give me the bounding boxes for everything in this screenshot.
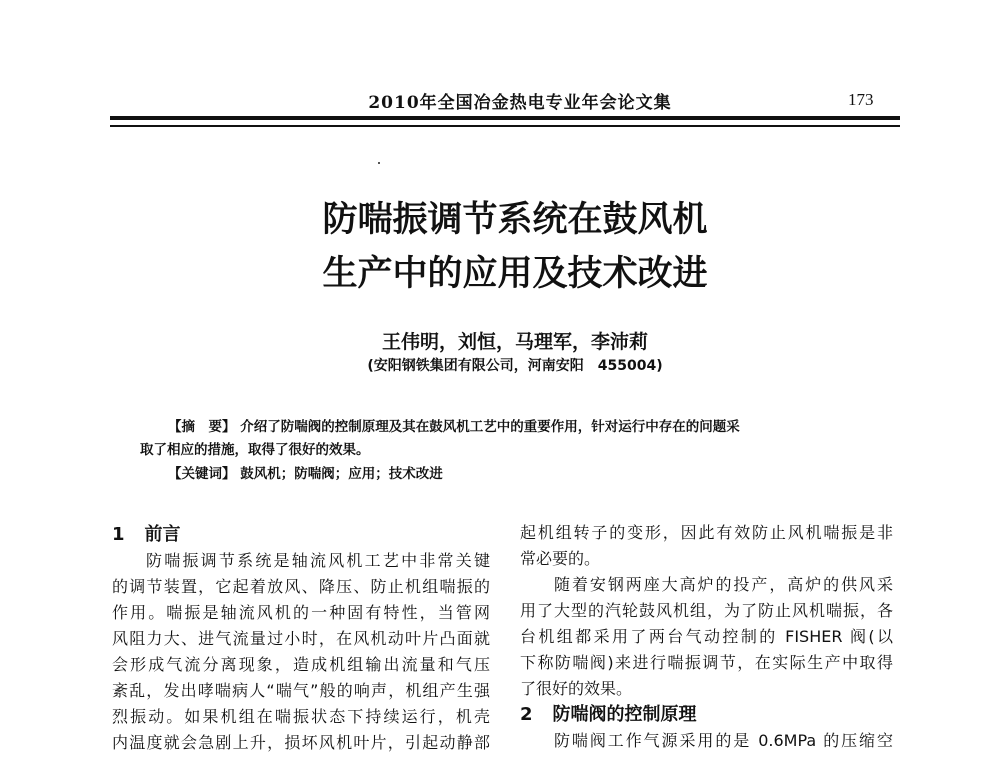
paragraph-line: 内温度就会急剧上升，损坏风机叶片，引起动静部 [112, 733, 490, 752]
paper-title-line1: 防喘振调节系统在鼓风机 [322, 199, 708, 240]
paragraph-line: 下称防喘阀)来进行喘振调节，在实际生产中取得 [520, 653, 893, 672]
paragraph-line: 作用。喘振是轴流风机的一种固有特性，当管网 [112, 603, 490, 622]
paragraph-line: 随着安钢两座大高炉的投产，高炉的供风采 [554, 575, 893, 594]
paper-title-line2: 生产中的应用及技术改进 [322, 253, 708, 294]
authors: 王伟明，刘恒，马理军，李沛莉 [381, 331, 648, 353]
paragraph-line: 风阻力大、进气流量过小时，在风机动叶片凸面就 [112, 629, 490, 648]
abstract-line1 [168, 415, 848, 435]
right-column [520, 520, 893, 754]
header-rule-thick [110, 116, 900, 120]
keywords-line [168, 462, 443, 482]
paragraph-line: 起机组转子的变形，因此有效防止风机喘振是非 [520, 523, 893, 542]
paragraph-line: 台机组都采用了两台气动控制的 FISHER 阀(以 [520, 627, 893, 646]
abstract-label: 【摘 要】 [168, 419, 236, 435]
paragraph-line: 常必要的。 [520, 549, 601, 568]
abstract-text1: 介绍了防喘阀的控制原理及其在鼓风机工艺中的重要作用，针对运行中存在的问题采 [240, 419, 740, 435]
paragraph-line: 紊乱，发出哮喘病人“喘气”般的响声，机组产生强 [112, 681, 490, 700]
left-column [112, 522, 490, 756]
paragraph-line: 烈振动。如果机组在喘振状态下持续运行，机壳 [112, 707, 490, 726]
paragraph-line: 会形成气流分离现象，造成机组输出流量和气压 [112, 655, 490, 674]
paragraph-line: 的调节装置，它起着放风、降压、防止机组喘振的 [112, 577, 490, 596]
abstract-text2: 取了相应的措施，取得了很好的效果。 [140, 442, 370, 458]
scan-speck [378, 162, 380, 164]
paragraph-line: 防喘阀工作气源采用的是 0.6MPa 的压缩空 [554, 731, 893, 750]
paragraph-line: 防喘振调节系统是轴流风机工艺中非常关键 [146, 551, 490, 570]
page-number: 173 [848, 90, 874, 109]
section-heading-2: 2 防喘阀的控制原理 [520, 704, 697, 725]
section-heading-1: 1 前言 [112, 524, 181, 545]
keywords-label: 【关键词】 [168, 466, 236, 482]
keywords-text: 鼓风机；防喘阀；应用；技术改进 [240, 466, 443, 482]
header-rule-thin [110, 125, 900, 127]
paragraph-line: 了很好的效果。 [520, 679, 633, 698]
affiliation: (安阳钢铁集团有限公司，河南安阳 455004) [367, 358, 663, 374]
running-header: 2010年全国冶金热电专业年会论文集 [368, 93, 672, 113]
paragraph-line: 用了大型的汽轮鼓风机组，为了防止风机喘振，各 [520, 601, 893, 620]
